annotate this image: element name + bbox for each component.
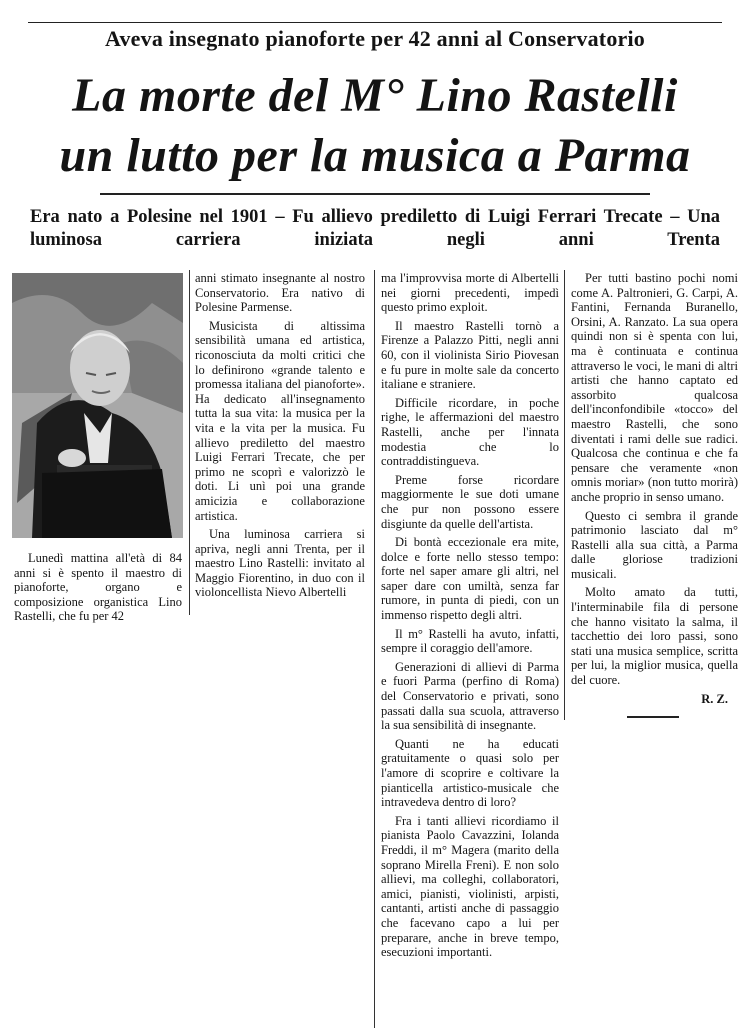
author-signature: R. Z.: [701, 691, 728, 706]
paragraph: Preme forse ricordare maggiormente le sue doti umane che pur non possono essere disgiunte da quelle dell'artista.: [381, 472, 559, 531]
paragraph: Molto amato da tutti, l'interminabile fila di persone che hanno visitato la salma, il tacchettio dei loro passi, sono stati una musica semplice, scritta per lui, la miglior musica, quella del cuore.: [571, 585, 738, 688]
kicker: Aveva insegnato pianoforte per 42 anni al Conservatorio: [105, 26, 645, 51]
paragraph: Difficile ricordare, in poche righe, le affermazioni del maestro Rastelli, anche per l'innata modestia che lo contraddistingueva.: [381, 395, 559, 469]
paragraph: Di bontà eccezionale era mite, dolce e forte nello stesso tempo: forte nel saper amare gli altri, nel saper dare con umiltà, senza far rumore, in punta di piedi, con un immenso rispetto degli altri.: [381, 535, 559, 623]
paragraph: Per tutti bastino pochi nomi come A. Paltronieri, G. Carpi, A. Fantini, Fernanda Buranello, Orsini, A. Ranzato. La sua opera quindi non si è spenta con lui, ma è continuata e continua attraverso le voci, le mani di altri artisti che hanno captato ed assorbito qualcosa dell'inconfondibile «tocco» del maestro Rastelli, che sono diventati i rami delle sue radici. Qualcosa che continua e che fa pensare che veramente «non omnis moriar» (non tutto morirà) anche proprio in senso umano.: [571, 271, 738, 504]
text-column-1: [195, 271, 365, 604]
column-divider: [374, 270, 375, 1028]
portrait-photo: [12, 273, 183, 538]
paragraph: Quanti ne ha educati gratuitamente o quasi solo per l'amore di scoprire e coltivare la pianticella artistico-musicale che intravedeva dentro di loro?: [381, 736, 559, 810]
headline-line-1: La morte del M° Lino Rastelli: [72, 69, 678, 122]
paragraph: Il maestro Rastelli tornò a Firenze a Palazzo Pitti, negli anni 60, con il violinista Sirio Piovesan e fu pure in molte sale da concerto italiane e straniere.: [381, 318, 559, 392]
headline-line-2: un lutto per la musica a Parma: [59, 129, 691, 182]
photo-caption: [14, 551, 182, 624]
column-divider: [564, 270, 565, 720]
caption-text: Lunedì mattina all'età di 84 anni si è spento il maestro di pianoforte, organo e composizione organistica Lino Rastelli, che fu per 42: [14, 551, 182, 624]
text-column-3: [571, 271, 738, 718]
top-rule: [28, 22, 722, 23]
column-divider: [189, 270, 190, 615]
paragraph: Una luminosa carriera si apriva, negli anni Trenta, per il maestro Lino Rastelli: invitato al Maggio Fiorentino, in duo con il violoncellista Nievo Albertelli: [195, 527, 365, 600]
paragraph: Generazioni di allievi di Parma e fuori Parma (perfino di Roma) del Conservatorio e privati, sono passati dalla sua scuola, attraverso la sua sensibilità di insegnante.: [381, 659, 559, 733]
paragraph: Fra i tanti allievi ricordiamo il pianista Paolo Cavazzini, Iolanda Freddi, il m° Magera (marito della soprano Mirella Freni). E non solo allievi, ma colleghi, collaboratori, amici, pianisti, violinisti, arpisti, cantanti, artisti anche di passaggio che facevano capo a lui per preparare, anche in breve tempo, esecuzioni importanti.: [381, 813, 559, 960]
text-column-2: [381, 271, 559, 964]
headline-rule: [100, 193, 650, 195]
paragraph: anni stimato insegnante al nostro Conservatorio. Era nativo di Polesine Parmense.: [195, 271, 365, 315]
paragraph: Questo ci sembra il grande patrimonio lasciato dal m° Rastelli alla sua città, a Parma dalle gloriose tradizioni musicali.: [571, 508, 738, 581]
paragraph: Musicista di altissima sensibilità umana ed artistica, riconosciuta da molti critici che lo definirono «grande talento e promessa italiana del pianoforte». Ha dedicato all'insegnamento tutta la sua vita: la musica per la vita e la vita per la musica. Fu allievo prediletto del maestro Luigi Ferrari Trecate, che per primo ne scoprì e valorizzò le doti. Li unì poi una grande amicizia e collaborazione artistica.: [195, 318, 365, 523]
paragraph: ma l'improvvisa morte di Albertelli nei giorni precedenti, impedì questo primo exploit.: [381, 271, 559, 315]
paragraph: Il m° Rastelli ha avuto, infatti, sempre il coraggio dell'amore.: [381, 626, 559, 656]
portrait-image: [12, 273, 183, 538]
end-rule: [627, 716, 679, 718]
subheadline: Era nato a Polesine nel 1901 – Fu allievo prediletto di Luigi Ferrari Trecate – Una luminosa carriera iniziata negli anni Trenta: [30, 207, 720, 250]
